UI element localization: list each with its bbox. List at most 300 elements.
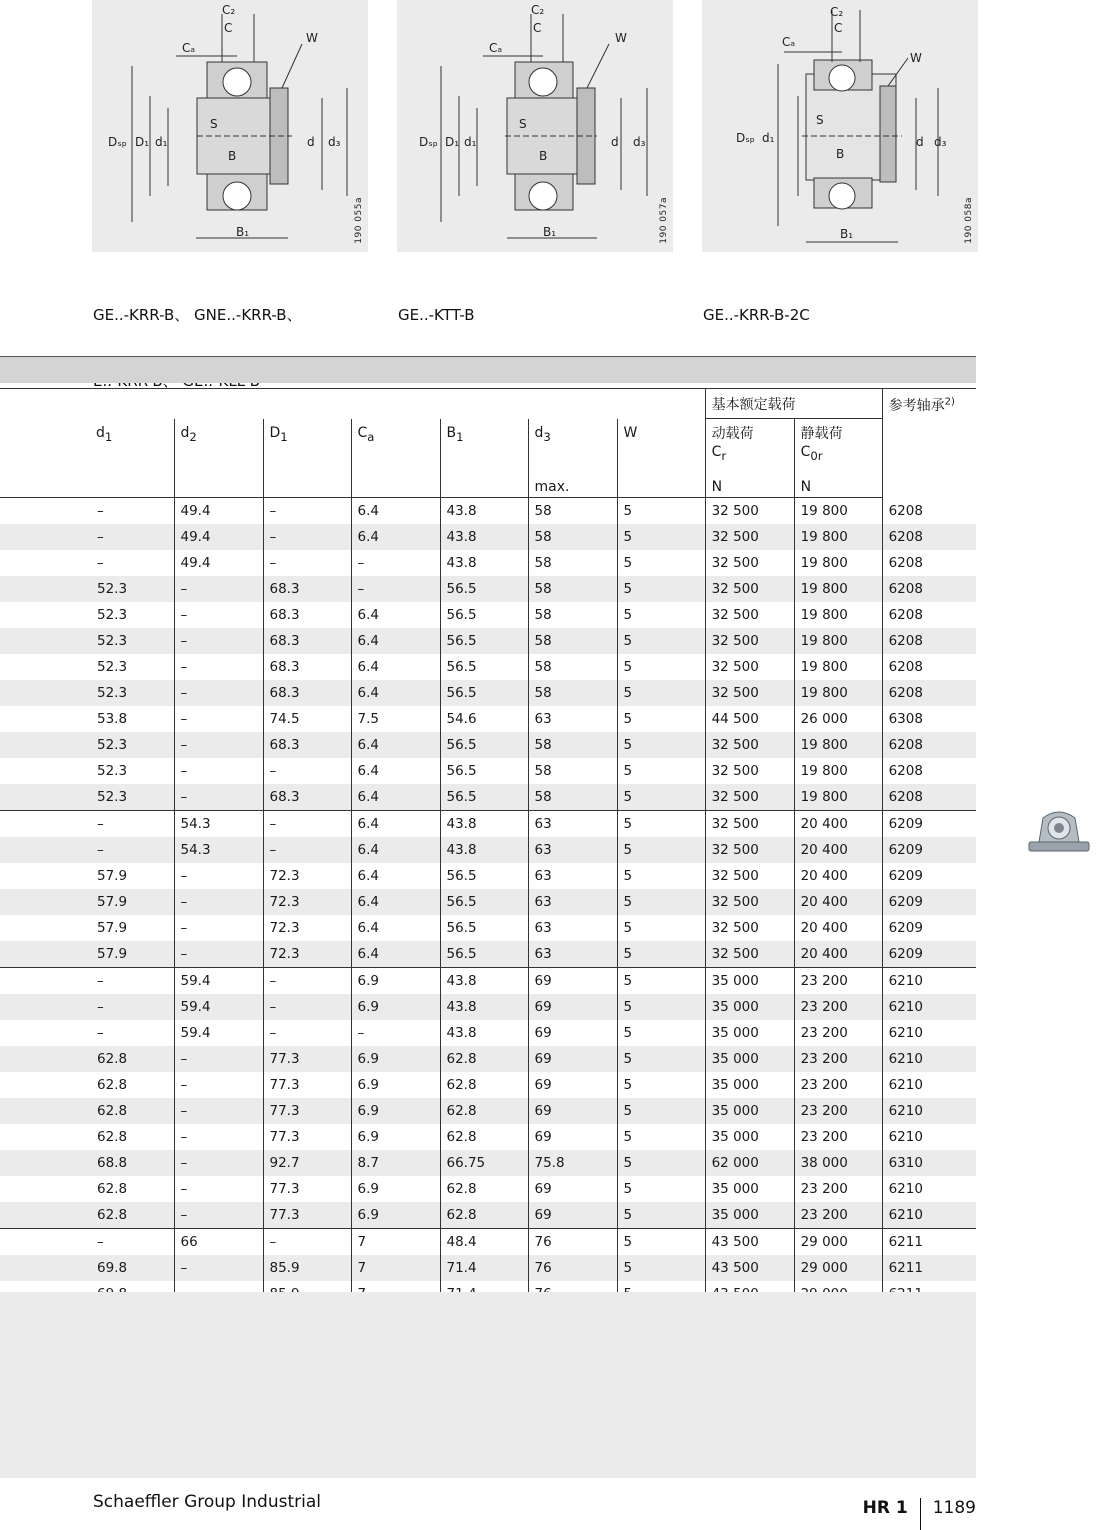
table-cell: 35 000: [705, 1020, 794, 1046]
svg-text:S: S: [210, 117, 218, 131]
column-subscript: 2: [189, 429, 197, 444]
svg-text:Dₛₚ: Dₛₚ: [419, 135, 438, 149]
bearing-section-drawing: [702, 0, 978, 252]
table-cell: 7: [351, 1255, 440, 1281]
table-cell: 6210: [882, 1072, 976, 1098]
table-cell: –: [0, 837, 174, 863]
table-cell: 58: [528, 550, 617, 576]
table-row: [0, 811, 976, 838]
table-cell: 68.8: [0, 1150, 174, 1176]
section-band: [0, 356, 976, 383]
figure-ge-krr-b: [92, 0, 368, 252]
table-cell: –: [174, 1176, 263, 1202]
bearing-section-drawing: [92, 0, 368, 252]
footnote-mark: 2): [944, 396, 955, 408]
svg-text:d₁: d₁: [155, 135, 168, 149]
table-row: [0, 524, 976, 550]
table-cell: 69.8: [0, 1255, 174, 1281]
footer-divider: [920, 1498, 921, 1530]
table-cell: 6.4: [351, 654, 440, 680]
table-cell: 69: [528, 1124, 617, 1150]
table-cell: 43.8: [440, 524, 528, 550]
svg-text:Dₛₚ: Dₛₚ: [108, 135, 127, 149]
table-cell: 52.3: [0, 576, 174, 602]
table-cell: 72.3: [263, 941, 351, 968]
table-cell: 19 800: [794, 680, 882, 706]
table-cell: 5: [617, 915, 705, 941]
table-cell: –: [174, 576, 263, 602]
table-cell: 58: [528, 576, 617, 602]
table-row: [0, 863, 976, 889]
table-cell: 6210: [882, 1098, 976, 1124]
table-cell: –: [263, 837, 351, 863]
table-cell: 62.8: [97, 1129, 128, 1145]
table-cell: 19 800: [794, 732, 882, 758]
reference-bearing-label: 参考轴承: [888, 398, 945, 414]
column-title: 静载荷: [800, 426, 843, 442]
column-symbol: d: [180, 424, 190, 441]
table-cell: 48.4: [440, 1229, 528, 1256]
table-cell: 6.4: [351, 524, 440, 550]
table-row: [0, 654, 976, 680]
table-cell: –: [174, 602, 263, 628]
table-cell: 56.5: [440, 863, 528, 889]
table-cell: 32 500: [705, 758, 794, 784]
table-cell: 43.8: [440, 498, 528, 525]
table-cell: 20 400: [794, 811, 882, 838]
column-header-dynamic-load: [705, 419, 794, 498]
table-cell: 66.75: [440, 1150, 528, 1176]
table-cell: 6.9: [351, 994, 440, 1020]
table-row: [0, 941, 976, 968]
table-cell: 71.4: [440, 1255, 528, 1281]
table-row: [0, 889, 976, 915]
table-row: [0, 576, 976, 602]
table-cell: –: [174, 654, 263, 680]
table-cell: 6210: [882, 994, 976, 1020]
svg-text:C: C: [533, 21, 542, 35]
table-cell: 43.8: [440, 550, 528, 576]
table-cell: 77.3: [263, 1176, 351, 1202]
column-symbol: d: [96, 424, 105, 441]
table-cell: –: [174, 863, 263, 889]
table-cell: 58: [528, 524, 617, 550]
table-cell: –: [351, 1020, 440, 1046]
column-symbol: C: [357, 424, 368, 441]
table-row: [0, 602, 976, 628]
table-cell: –: [351, 576, 440, 602]
table-cell: 6210: [882, 1176, 976, 1202]
svg-text:W: W: [615, 31, 627, 45]
column-title: 动载荷: [711, 426, 754, 442]
table-row: [0, 837, 976, 863]
table-cell: 63: [528, 889, 617, 915]
table-cell: –: [263, 498, 351, 525]
table-cell: 6208: [882, 550, 976, 576]
table-cell: –: [174, 1098, 263, 1124]
table-cell: –: [0, 811, 174, 838]
svg-text:Cₐ: Cₐ: [489, 41, 503, 55]
column-symbol: B: [446, 424, 457, 441]
table-cell: –: [97, 555, 104, 571]
figure-caption: [398, 260, 475, 348]
table-cell: 44 500: [705, 706, 794, 732]
table-cell: 6208: [882, 602, 976, 628]
table-row: [0, 1046, 976, 1072]
table-cell: 62.8: [440, 1202, 528, 1229]
column-subscript: 1: [280, 429, 288, 444]
table-cell: 62.8: [440, 1098, 528, 1124]
table-cell: 58: [528, 732, 617, 758]
table-cell: 32 500: [705, 602, 794, 628]
table-cell: 20 400: [794, 889, 882, 915]
table-cell: –: [0, 994, 174, 1020]
table-cell: 6.4: [351, 889, 440, 915]
table-cell: 58: [528, 680, 617, 706]
table-cell: 29 000: [794, 1255, 882, 1281]
table-cell: 63: [528, 941, 617, 968]
svg-text:Dₛₚ: Dₛₚ: [736, 131, 755, 145]
table-cell: –: [263, 994, 351, 1020]
table-cell: 5: [617, 654, 705, 680]
table-cell: –: [0, 968, 174, 995]
table-cell: 6208: [882, 498, 976, 525]
header-group-row: [0, 389, 976, 419]
table-cell: 32 500: [705, 524, 794, 550]
svg-text:B: B: [539, 149, 548, 163]
table-row: [0, 1072, 976, 1098]
table-cell: 52.3: [0, 628, 174, 654]
table-cell: 56.5: [440, 654, 528, 680]
figure-caption: [703, 260, 810, 348]
table-cell: –: [263, 968, 351, 995]
table-cell: 35 000: [705, 1098, 794, 1124]
table-cell: 6.9: [351, 1072, 440, 1098]
table-cell: 6.4: [351, 498, 440, 525]
table-cell: 5: [617, 706, 705, 732]
table-cell: –: [174, 915, 263, 941]
table-cell: 68.3: [263, 654, 351, 680]
table-cell: 59.4: [174, 1020, 263, 1046]
table-row: [0, 1202, 976, 1229]
table-cell: 57.9: [97, 868, 128, 884]
table-cell: 43.8: [440, 837, 528, 863]
table-cell: 6208: [882, 654, 976, 680]
table-cell: 92.7: [263, 1150, 351, 1176]
table-cell: 20 400: [794, 941, 882, 968]
table-cell: 32 500: [705, 784, 794, 811]
table-cell: –: [174, 1202, 263, 1229]
table-cell: 5: [617, 498, 705, 525]
table-cell: 32 500: [705, 680, 794, 706]
svg-text:C: C: [834, 21, 843, 35]
table-cell: 72.3: [263, 863, 351, 889]
table-cell: 54.3: [174, 837, 263, 863]
table-cell: 63: [528, 837, 617, 863]
column-header-Ca: [351, 419, 440, 498]
table-cell: 5: [617, 1229, 705, 1256]
table-cell: 6.4: [351, 837, 440, 863]
table-cell: 72.3: [263, 915, 351, 941]
table-cell: 6.9: [351, 1124, 440, 1150]
table-cell: 6208: [882, 784, 976, 811]
table-cell: 6208: [882, 680, 976, 706]
table-cell: 69: [528, 994, 617, 1020]
table-row: [0, 915, 976, 941]
table-row: [0, 1020, 976, 1046]
reference-bearing-header: [882, 389, 976, 498]
table-cell: 6.4: [351, 941, 440, 968]
footer-page-info: [863, 1492, 976, 1524]
table-cell: 5: [617, 576, 705, 602]
table-row: [0, 758, 976, 784]
table-cell: –: [174, 1046, 263, 1072]
table-row: [0, 1124, 976, 1150]
table-cell: 5: [617, 628, 705, 654]
table-cell: 69: [528, 1072, 617, 1098]
table-cell: 5: [617, 550, 705, 576]
table-cell: 19 800: [794, 654, 882, 680]
table-cell: –: [263, 1020, 351, 1046]
table-cell: 6310: [882, 1150, 976, 1176]
load-rating-group-header: 基本额定载荷: [705, 389, 882, 419]
table-cell: 5: [617, 524, 705, 550]
table-cell: 6209: [882, 837, 976, 863]
svg-text:B₁: B₁: [236, 225, 250, 239]
table-cell: 26 000: [794, 706, 882, 732]
footer-company: Schaeffler Group Industrial: [93, 1492, 321, 1512]
svg-text:B₁: B₁: [840, 227, 854, 241]
table-cell: 6.4: [351, 732, 440, 758]
table-cell: 5: [617, 1202, 705, 1229]
table-cell: 59.4: [174, 968, 263, 995]
table-cell: 52.3: [97, 659, 128, 675]
table-cell: 62.8: [440, 1046, 528, 1072]
table-row: [0, 680, 976, 706]
column-symbol: D: [269, 424, 281, 441]
table-cell: 23 200: [794, 1098, 882, 1124]
svg-text:S: S: [816, 113, 824, 127]
table-row: [0, 1229, 976, 1256]
table-cell: 58: [528, 784, 617, 811]
svg-text:C₂: C₂: [531, 3, 545, 17]
svg-text:Cₐ: Cₐ: [782, 35, 796, 49]
table-cell: 6209: [882, 889, 976, 915]
table-cell: –: [97, 1025, 104, 1041]
table-cell: 35 000: [705, 1176, 794, 1202]
table-cell: 62.8: [97, 1181, 128, 1197]
column-header-d3: [528, 419, 617, 498]
table-cell: 6.9: [351, 968, 440, 995]
table-cell: 19 800: [794, 628, 882, 654]
svg-text:d₃: d₃: [934, 135, 947, 149]
table-row: [0, 498, 976, 525]
table-cell: –: [174, 1150, 263, 1176]
table-cell: 6.9: [351, 1098, 440, 1124]
table-cell: 6208: [882, 628, 976, 654]
table-row: [0, 1150, 976, 1176]
column-symbol: d: [534, 424, 544, 441]
column-unit: max.: [534, 479, 570, 495]
table-cell: –: [174, 784, 263, 811]
column-header-W: [617, 419, 705, 498]
table-cell: 62.8: [97, 1077, 128, 1093]
table-cell: 6208: [882, 758, 976, 784]
table-cell: 69: [528, 1046, 617, 1072]
table-cell: 7: [351, 1229, 440, 1256]
table-row: [0, 550, 976, 576]
table-cell: 20 400: [794, 837, 882, 863]
table-cell: 19 800: [794, 524, 882, 550]
svg-text:B: B: [228, 149, 237, 163]
table-cell: 19 800: [794, 550, 882, 576]
column-symbol: C: [800, 444, 811, 460]
table-cell: 49.4: [174, 498, 263, 525]
table-cell: 35 000: [705, 1202, 794, 1229]
table-cell: 6209: [882, 863, 976, 889]
table-row: [0, 706, 976, 732]
table-cell: –: [0, 1229, 174, 1256]
table-cell: –: [263, 758, 351, 784]
table-cell: 29 000: [794, 1229, 882, 1256]
table-cell: 6.9: [351, 1046, 440, 1072]
table-row: [0, 732, 976, 758]
table-cell: 23 200: [794, 1202, 882, 1229]
svg-text:W: W: [306, 31, 318, 45]
footer-series: HR 1: [862, 1498, 908, 1518]
table-cell: 6209: [882, 915, 976, 941]
table-cell: 5: [617, 941, 705, 968]
table-cell: 5: [617, 680, 705, 706]
svg-text:W: W: [910, 51, 922, 65]
table-cell: 63: [528, 863, 617, 889]
table-cell: 57.9: [97, 920, 128, 936]
table-cell: 56.5: [440, 941, 528, 968]
table-cell: 6.4: [351, 784, 440, 811]
table-cell: 6.4: [351, 863, 440, 889]
table-cell: –: [0, 524, 174, 550]
table-cell: 5: [617, 1150, 705, 1176]
table-cell: 68.3: [263, 732, 351, 758]
table-cell: 43.8: [440, 968, 528, 995]
table-cell: –: [174, 758, 263, 784]
svg-text:d₁: d₁: [464, 135, 477, 149]
table-cell: –: [263, 524, 351, 550]
table-cell: 68.3: [263, 576, 351, 602]
table-cell: 19 800: [794, 602, 882, 628]
table-cell: –: [174, 941, 263, 968]
column-subscript: 1: [104, 429, 113, 444]
pillow-block-bearing-icon: [1027, 808, 1091, 854]
table-cell: 23 200: [794, 968, 882, 995]
table-cell: 62 000: [705, 1150, 794, 1176]
table-cell: 5: [617, 1046, 705, 1072]
table-cell: 54.6: [440, 706, 528, 732]
table-cell: 7.5: [351, 706, 440, 732]
table-cell: –: [174, 628, 263, 654]
table-cell: 23 200: [794, 994, 882, 1020]
table-cell: 58: [528, 602, 617, 628]
table-row: [0, 1176, 976, 1202]
svg-text:S: S: [519, 117, 527, 131]
table-cell: 58: [528, 498, 617, 525]
table-cell: 58: [528, 628, 617, 654]
table-cell: 19 800: [794, 498, 882, 525]
table-body: [0, 498, 976, 1308]
table-cell: 23 200: [794, 1020, 882, 1046]
table-cell: 43 500: [705, 1229, 794, 1256]
table-cell: 85.9: [263, 1255, 351, 1281]
table-cell: –: [174, 1255, 263, 1281]
table-cell: 68.3: [263, 602, 351, 628]
table-cell: 5: [617, 968, 705, 995]
caption-line: GE..-KRR-B、 GNE..-KRR-B、: [93, 306, 302, 324]
svg-text:d: d: [611, 135, 619, 149]
table-cell: 5: [617, 889, 705, 915]
table-cell: 20 400: [794, 915, 882, 941]
table-cell: 56.5: [440, 628, 528, 654]
table-cell: 35 000: [705, 1124, 794, 1150]
table-cell: 6.4: [351, 915, 440, 941]
table-cell: 6210: [882, 1020, 976, 1046]
table-cell: 5: [617, 994, 705, 1020]
column-unit: N: [711, 479, 723, 495]
table-cell: 6.4: [351, 680, 440, 706]
figure-ge-ktt-b: [397, 0, 673, 252]
table-cell: –: [351, 550, 440, 576]
table-cell: 5: [617, 837, 705, 863]
column-subscript: 3: [543, 429, 551, 444]
table-cell: 62.8: [440, 1072, 528, 1098]
figure-code: 190 058a: [964, 197, 974, 244]
table-cell: 53.8: [97, 711, 128, 727]
header-column-row: [0, 419, 976, 498]
table-cell: 52.3: [0, 732, 174, 758]
table-cell: 6211: [882, 1255, 976, 1281]
svg-text:B₁: B₁: [543, 225, 557, 239]
column-subscript: r: [721, 448, 727, 463]
table-cell: 5: [617, 1255, 705, 1281]
table-cell: 77.3: [263, 1098, 351, 1124]
table-cell: 76: [528, 1229, 617, 1256]
table-cell: 69: [528, 1020, 617, 1046]
column-subscript: 1: [456, 429, 464, 444]
table-cell: 6.4: [351, 811, 440, 838]
svg-text:d₁: d₁: [762, 131, 775, 145]
table-cell: 23 200: [794, 1176, 882, 1202]
table-cell: 32 500: [705, 941, 794, 968]
column-symbol: C: [711, 444, 722, 460]
table-cell: 77.3: [263, 1202, 351, 1229]
table-row: [0, 628, 976, 654]
table-row: [0, 1098, 976, 1124]
table-cell: 6.9: [351, 1202, 440, 1229]
table-cell: 5: [617, 1098, 705, 1124]
table-cell: 6210: [882, 1202, 976, 1229]
table-cell: 72.3: [263, 889, 351, 915]
svg-text:C₂: C₂: [830, 5, 844, 19]
table-cell: 32 500: [705, 811, 794, 838]
table-cell: 43.8: [440, 994, 528, 1020]
table-cell: 5: [617, 732, 705, 758]
table-cell: 23 200: [794, 1124, 882, 1150]
column-unit: N: [800, 479, 812, 495]
table-cell: –: [174, 732, 263, 758]
table-row: [0, 968, 976, 995]
table-cell: 62.8: [0, 1098, 174, 1124]
table-cell: 56.5: [440, 784, 528, 811]
svg-text:d: d: [307, 135, 315, 149]
